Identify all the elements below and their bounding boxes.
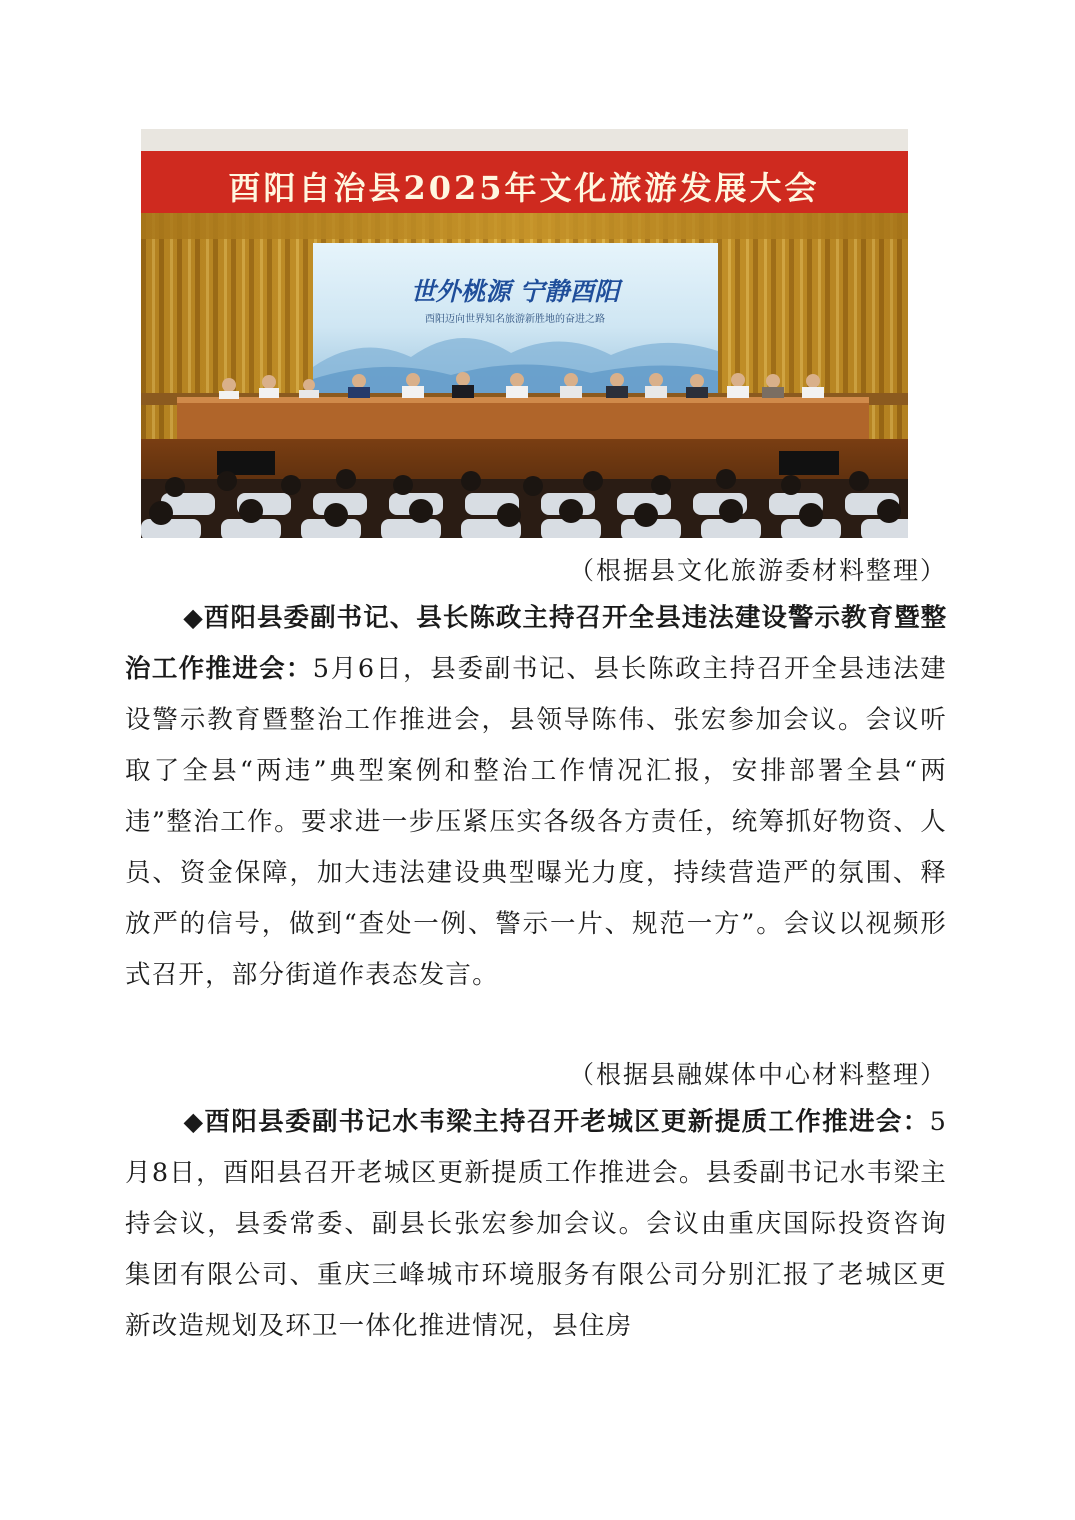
conference-photo [141,129,908,538]
news-item-3-heading: ◆酉阳县委副书记水韦梁主持召开老城区更新提质工作推进会： [183,1107,930,1137]
news-item-2-heading: ◆酉阳县委副书记、县长陈政主持召开全县违法建设警示教育暨整治工作推进会： [125,603,947,684]
ceiling [141,129,908,151]
speaker-right [779,451,839,475]
screen-subtitle: 酉阳迈向世界知名旅游新胜地的奋进之路 [425,314,605,325]
news-item-3 [125,1097,947,1352]
news-item-3-body: 5月8日，酉阳县召开老城区更新提质工作推进会。县委副书记水韦梁主持会议，县委常委、副县长张宏参加会议。会议由重庆国际投资咨询集团有限公司、重庆三峰城市环境服务有限公司分别汇报了老城区更新改造规划及环卫一体化推进情况，县住房 [125,1107,947,1341]
head-table [177,397,869,439]
screen-title: 世外桃源 宁静酉阳 [410,277,620,306]
source-caption-2: （根据县融媒体中心材料整理） [568,1060,947,1089]
news-item-2-body: 5月6日，县委副书记、县长陈政主持召开全县违法建设警示教育暨整治工作推进会，县领导陈伟、张宏参加会议。会议听取了全县“两违”典型案例和整治工作情况汇报，安排部署全县“两违”整治工作。要求进一步压紧压实各级各方责任，统筹抓好物资、人员、资金保障，加大违法建设典型曝光力度，持续营造严的氛围、释放严的信号，做到“查处一例、警示一片、规范一方”。会议以视频形式召开，部分街道作表态发言。 [125,654,947,990]
banner-text: 酉阳自治县2025年文化旅游发展大会 [228,169,820,207]
audience [141,469,908,538]
source-caption-1: （根据县文化旅游委材料整理） [568,556,947,585]
news-item-2 [125,593,947,1001]
